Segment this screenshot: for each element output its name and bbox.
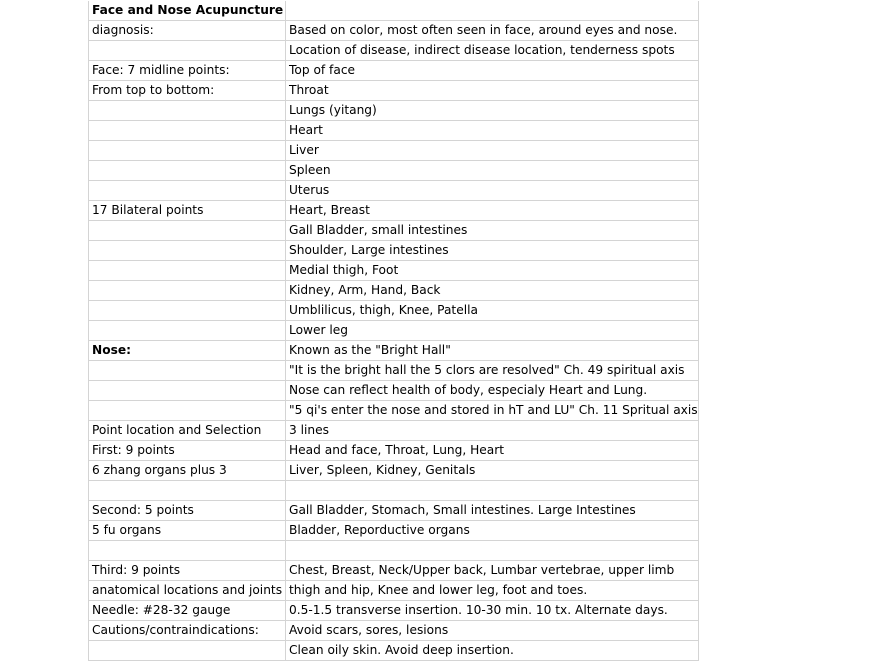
sheet-row [89, 101, 699, 121]
cell-col-b[interactable]: 0.5-1.5 transverse insertion. 10-30 min. 10 tx. Alternate days. [286, 601, 699, 621]
cell-col-b[interactable]: Heart [286, 121, 699, 141]
cell-col-a[interactable]: Second: 5 points [89, 501, 286, 521]
cell-col-a[interactable] [89, 141, 286, 161]
sheet-row [89, 581, 699, 601]
sheet-row [89, 641, 699, 661]
cell-col-b[interactable]: Bladder, Reporductive organs [286, 521, 699, 541]
cell-col-b[interactable]: Lungs (yitang) [286, 101, 699, 121]
cell-col-b[interactable]: Spleen [286, 161, 699, 181]
cell-col-a[interactable] [89, 381, 286, 401]
cell-col-a[interactable] [89, 481, 286, 501]
cell-col-a[interactable]: Nose: [89, 341, 286, 361]
cell-col-a[interactable]: 17 Bilateral points [89, 201, 286, 221]
cell-col-a[interactable] [89, 281, 286, 301]
cell-col-a[interactable] [89, 101, 286, 121]
cell-col-a[interactable]: 6 zhang organs plus 3 [89, 461, 286, 481]
sheet-row [89, 401, 699, 421]
cell-col-b[interactable]: Throat [286, 81, 699, 101]
cell-col-b[interactable]: Location of disease, indirect disease location, tenderness spots [286, 41, 699, 61]
sheet-row [89, 461, 699, 481]
sheet-row [89, 61, 699, 81]
cell-col-a[interactable] [89, 221, 286, 241]
sheet-row [89, 601, 699, 621]
cell-col-b[interactable] [286, 541, 699, 561]
sheet-row [89, 441, 699, 461]
cell-col-a[interactable] [89, 641, 286, 661]
cell-col-b[interactable]: Top of face [286, 61, 699, 81]
cell-col-b[interactable]: Liver, Spleen, Kidney, Genitals [286, 461, 699, 481]
sheet-row [89, 261, 699, 281]
cell-col-b[interactable]: Gall Bladder, Stomach, Small intestines. Large Intestines [286, 501, 699, 521]
sheet-row [89, 301, 699, 321]
cell-col-a[interactable]: diagnosis: [89, 21, 286, 41]
cell-col-a[interactable] [89, 321, 286, 341]
cell-col-b[interactable]: "5 qi's enter the nose and stored in hT and LU" Ch. 11 Spritual axis [286, 401, 699, 421]
cell-col-b[interactable]: Kidney, Arm, Hand, Back [286, 281, 699, 301]
cell-col-b[interactable]: Known as the "Bright Hall" [286, 341, 699, 361]
cell-col-a[interactable]: anatomical locations and joints [89, 581, 286, 601]
cell-col-b[interactable]: Lower leg [286, 321, 699, 341]
cell-col-a[interactable]: Face: 7 midline points: [89, 61, 286, 81]
sheet-row [89, 481, 699, 501]
cell-col-a[interactable]: Third: 9 points [89, 561, 286, 581]
cell-col-b[interactable]: Heart, Breast [286, 201, 699, 221]
cell-col-a[interactable] [89, 41, 286, 61]
cell-col-b[interactable] [286, 1, 699, 21]
cell-col-b[interactable]: Liver [286, 141, 699, 161]
cell-col-b[interactable]: Shoulder, Large intestines [286, 241, 699, 261]
cell-col-b[interactable]: Based on color, most often seen in face, around eyes and nose. [286, 21, 699, 41]
cell-col-a[interactable] [89, 241, 286, 261]
cell-col-b[interactable]: "It is the bright hall the 5 clors are resolved" Ch. 49 spiritual axis [286, 361, 699, 381]
cell-col-b[interactable]: Umblilicus, thigh, Knee, Patella [286, 301, 699, 321]
sheet-row [89, 501, 699, 521]
sheet-row [89, 201, 699, 221]
cell-col-a[interactable]: First: 9 points [89, 441, 286, 461]
sheet-row [89, 21, 699, 41]
cell-col-b[interactable]: thigh and hip, Knee and lower leg, foot and toes. [286, 581, 699, 601]
cell-col-b[interactable]: Head and face, Throat, Lung, Heart [286, 441, 699, 461]
cell-col-b[interactable]: Chest, Breast, Neck/Upper back, Lumbar vertebrae, upper limb [286, 561, 699, 581]
cell-col-b[interactable]: Avoid scars, sores, lesions [286, 621, 699, 641]
cell-col-a[interactable] [89, 161, 286, 181]
cell-col-a[interactable]: Cautions/contraindications: [89, 621, 286, 641]
sheet-row [89, 381, 699, 401]
cell-col-b[interactable] [286, 481, 699, 501]
cell-col-a[interactable] [89, 181, 286, 201]
sheet-row [89, 321, 699, 341]
cell-col-a[interactable]: Point location and Selection [89, 421, 286, 441]
cell-col-a[interactable] [89, 361, 286, 381]
cell-col-a[interactable]: Needle: #28-32 gauge [89, 601, 286, 621]
spreadsheet-grid [88, 1, 699, 661]
grid-body [89, 1, 699, 661]
cell-col-b[interactable]: Nose can reflect health of body, especialy Heart and Lung. [286, 381, 699, 401]
cell-col-a[interactable] [89, 121, 286, 141]
cell-col-a[interactable]: From top to bottom: [89, 81, 286, 101]
sheet-row [89, 361, 699, 381]
sheet-row [89, 341, 699, 361]
cell-col-b[interactable]: Gall Bladder, small intestines [286, 221, 699, 241]
sheet-row [89, 521, 699, 541]
sheet-row [89, 161, 699, 181]
sheet-row [89, 241, 699, 261]
cell-col-a[interactable] [89, 401, 286, 421]
sheet-row [89, 141, 699, 161]
sheet-row [89, 121, 699, 141]
sheet-row [89, 561, 699, 581]
sheet-row [89, 1, 699, 21]
sheet-row [89, 281, 699, 301]
cell-col-b[interactable]: Medial thigh, Foot [286, 261, 699, 281]
sheet-row [89, 421, 699, 441]
cell-col-b[interactable]: 3 lines [286, 421, 699, 441]
sheet-row [89, 621, 699, 641]
sheet-row [89, 81, 699, 101]
cell-col-b[interactable]: Clean oily skin. Avoid deep insertion. [286, 641, 699, 661]
cell-col-a[interactable]: Face and Nose Acupuncture [89, 1, 286, 21]
cell-col-a[interactable] [89, 261, 286, 281]
cell-col-a[interactable] [89, 541, 286, 561]
sheet-row [89, 221, 699, 241]
cell-col-a[interactable] [89, 301, 286, 321]
cell-col-b[interactable]: Uterus [286, 181, 699, 201]
cell-col-a[interactable]: 5 fu organs [89, 521, 286, 541]
sheet-row [89, 41, 699, 61]
sheet-row [89, 181, 699, 201]
sheet-row [89, 541, 699, 561]
